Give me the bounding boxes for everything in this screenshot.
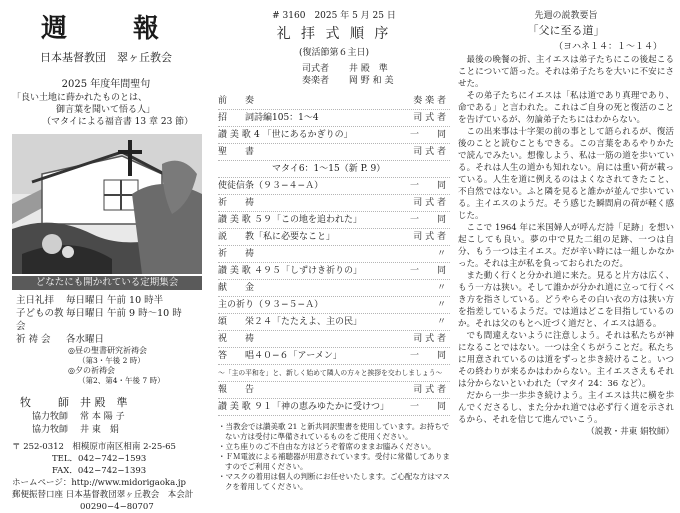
right-column (458, 0, 674, 480)
order-item-name: 説 教 (218, 232, 255, 242)
order-item-name: 讃 美 歌 (218, 215, 251, 225)
order-item-name: 讃 美 歌 (218, 266, 251, 276)
order-row (218, 280, 450, 297)
order-item-leader: 一 同 (409, 130, 446, 140)
order-item-leader: 〃 (436, 300, 446, 310)
officiant-name: 井 殿 準 (348, 64, 388, 74)
order-item-content: 〜「主の平和を」と、新しく始めて隣人の方々と挨拶を交わしましょう〜 (218, 369, 443, 377)
schedule-row (16, 333, 212, 346)
order-item-leader: 司 式 者 (413, 232, 446, 242)
order-item-leader: 司 式 者 (413, 385, 446, 395)
order-item-name: 招 詞 (218, 113, 255, 123)
order-item-content: ４０−６「アーメン」 (254, 351, 342, 361)
schedule-sub: （第2、第4・午後 7 時） (78, 376, 165, 385)
order-item-name: 聖 書 (218, 147, 255, 157)
order-row (218, 110, 450, 127)
order-item-leader: 司 式 者 (413, 113, 446, 123)
order-row (218, 195, 450, 212)
order-item-content: ２４「たたえよ、主の民」 (254, 317, 363, 327)
order-item-content (254, 246, 398, 262)
order-item-content: （９３−４−Ａ） (254, 181, 324, 191)
pastor-name: 井 殿 準 (80, 396, 128, 409)
order-item-name: 祈 祷 (218, 249, 255, 259)
order-row (218, 314, 450, 331)
order-item-name: 讃 美 歌 (218, 130, 251, 140)
officiants (218, 63, 450, 87)
postal-transfer-number: 00290−4−80707 (80, 502, 154, 512)
order-row (218, 229, 450, 246)
sermon-paragraph: この出来事は十字架の前の事として語られるが、復活後のことと読むこともできる。この言葉をあるやりかたで読んでみたい。想像しよう、私は一筋の道を歩いている。それは人生の道かも知れない。肩には重い荷が載っている。人生を道に例えるのはよくなされてきたこと、不自然ではない。ふと隣を見ると誰かが並んで歩いている。主イエスのようだ。そう感じた瞬間肩の荷が軽く感じた。 (458, 127, 674, 221)
order-item-name: 讃 美 歌 (218, 402, 251, 412)
order-item-leader: 一 同 (409, 215, 446, 225)
order-item-content: 詩編105：1〜4 (254, 113, 319, 123)
order-row (218, 382, 450, 399)
order-row (218, 331, 450, 348)
associate-pastor (32, 424, 212, 436)
service-note: ・立ち座りのご不自由な方はどうぞ着席のままお臨みください。 (218, 442, 436, 451)
verse-line: 御言葉を聞いて悟る人」 (56, 105, 156, 115)
order-row (218, 212, 450, 229)
schedule-row (16, 307, 212, 333)
officiant-role: 司式者 (302, 64, 330, 74)
left-column (0, 0, 212, 512)
schedule-time: 各水曜日 (66, 334, 105, 345)
sermon-paragraph: その弟子たちにイエスは「私は道であり真理であり、命である」と言われた。これはご自身の死と復活のことを告げているが、勿論弟子たちにはわからない。 (458, 91, 674, 125)
order-item-name: 前 奏 (218, 96, 255, 106)
issue-number-date: # 3160 2025 年 5 月 25 日 (272, 11, 396, 21)
postal-transfer-name: 日本基督教団翠ヶ丘教会 本会計 (65, 490, 194, 500)
officiant-row (302, 63, 450, 75)
order-item-leader: 一 同 (409, 351, 446, 361)
order-item-content: 4 「世にあるかぎりの」 (254, 130, 353, 140)
year-verse-heading: 2025 年度年間聖句 (61, 79, 151, 90)
associate-pastor-name: 井 東 娟 (80, 425, 119, 435)
associate-pastor-name: 常 本 陽 子 (80, 412, 125, 422)
sermon-paragraph: また動く行くと分かれ道に来た。見ると片方は広く、もう一方は狭い。そして誰かが分かれ道に立って行くべき方を指さしている。どうやらその白い衣の方は狭い方を指差しているようだ。では道はどこを目指しているのか。それは父のもとへ近づく道だと、イエスは語る。 (458, 271, 674, 329)
order-item-content: ４９５「しずけき祈りの」 (254, 266, 363, 276)
pastor-label: 牧 師 (20, 396, 77, 409)
sermon-paragraph: ここで 1964 年に米国婦人が呼んだ詩「足跡」を想い起こしても良い。夢の中で見た二組の足跡、一つは自分、もう一つは主イエス。だが辛い時には一組しかなかった。それは主が私を負っておられたのだ。 (458, 223, 674, 269)
order-item-leader: 司 式 者 (413, 334, 446, 344)
church-illustration (12, 134, 202, 274)
order-item-leader: 一 同 (409, 266, 446, 276)
schedule-label: 祈 祷 会 (16, 334, 51, 345)
order-item-leader: 〃 (436, 317, 446, 327)
order-row (218, 297, 450, 314)
order-item-content: マタイ6：1〜15（新 P. 9） (272, 164, 386, 174)
order-item-leader: 奏 楽 者 (413, 96, 446, 106)
middle-column (218, 0, 450, 491)
order-item-leader: 司 式 者 (413, 198, 446, 208)
schedule-sub: ◎昼の聖書研究祈祷会 (68, 346, 147, 355)
service-note: ・ＦＭ電波による補聴器が用意されています。受付に常備してありますのでご利用ください。 (218, 452, 450, 471)
order-item-content (254, 280, 398, 296)
service-note: ・マスクの着用は個人の判断にお任せいたします。ご心配な方はマスクを着用してください。 (218, 472, 450, 491)
order-item-name: 主の祈り (218, 300, 255, 310)
order-item-name: 頌 栄 (218, 317, 255, 327)
order-row (218, 127, 450, 144)
order-row (218, 263, 450, 280)
order-item-name: 答 唱 (218, 351, 255, 361)
order-item-leader: 司 式 者 (413, 147, 446, 157)
bulletin-title: 週 報 (40, 14, 179, 44)
order-row (218, 161, 450, 178)
service-greeting-note (218, 365, 450, 382)
order-item-name: 祝 祷 (218, 334, 255, 344)
sermon-paragraph: 最後の晩餐の折、主イエスは弟子たちにこの後起こることについて語った。それは弟子たちを大いに不安にさせた。 (458, 55, 674, 89)
order-item-content: 「私に必要なこと」 (254, 232, 336, 242)
order-item-leader (398, 161, 450, 177)
order-row (218, 399, 450, 416)
order-item-content (254, 382, 398, 398)
associate-pastor (32, 411, 212, 423)
order-item-name: 使徒信条 (218, 181, 255, 191)
order-item-content: ９１「神の恵みゆたかに受けつ」 (254, 402, 390, 412)
order-of-service-title: 礼 拝 式 順 序 (276, 26, 392, 42)
meeting-schedule (16, 294, 212, 386)
order-of-service (218, 93, 450, 416)
associate-pastor-label: 協力牧師 (32, 412, 69, 422)
associate-pastor-label: 協力牧師 (32, 425, 69, 435)
order-item-name (218, 161, 254, 177)
officiant-name: 岡 野 和 美 (348, 76, 394, 86)
service-note: ・当教会では讃美歌 21 と新共同訳聖書を使用しています。お持ちでない方は受付に準備されているものをご使用ください。 (218, 422, 450, 441)
order-item-leader: 〃 (436, 249, 446, 259)
church-name: 日本基督教団 翠ヶ丘教会 (40, 51, 172, 64)
year-verse (12, 92, 202, 128)
order-item-leader: 〃 (436, 283, 446, 293)
schedule-label: 子どもの教会 (16, 308, 64, 332)
schedule-label: 主日礼拝 (16, 295, 55, 306)
order-item-content (254, 93, 398, 109)
schedule-sub: （第3・午後 2 時） (78, 356, 145, 365)
sermon-paragraph: だから一歩一歩歩き続けよう。主イエスは共に横を歩んでくださるし、また分かれ道では必ず行く道を示されるから、それを信じて進んでいこう。 (458, 391, 674, 425)
liturgical-day: (復活節第６主日) (298, 48, 370, 58)
order-row (218, 246, 450, 263)
address: 〒 252-0312 相模原市南区相南 2-25-65 (12, 442, 176, 452)
order-item-name: 報 告 (218, 385, 255, 395)
open-meetings-banner: どなたにも開かれている定期集会 (12, 276, 202, 290)
order-item-content (254, 195, 398, 211)
sermon-paragraph: でも間違えないように注意しよう。それは私たちが神になることではない。一つは全くちがうことだ。私たちに用意されているのは道をずっと歩き続けること。いつその終わりが来るかはわからない。主イエスさえもそれは分からないといわれた（マタイ 24：36 など）。 (458, 331, 674, 389)
order-item-content: ５９「この地を追われた」 (254, 215, 363, 225)
order-row (218, 93, 450, 110)
sermon-summary-heading: 先週の説教要旨 (534, 11, 598, 21)
fax-number: FAX．042−742−1393 (52, 466, 147, 476)
verse-line: 「良い土地に蒔かれたものとは、 (12, 93, 148, 103)
sermon-body (458, 54, 674, 426)
order-item-name: 祈 祷 (218, 198, 255, 208)
order-item-leader: 一 同 (409, 402, 446, 412)
schedule-row (16, 294, 212, 307)
officiant-role: 奏楽者 (302, 76, 330, 86)
phone-number: TEL．042−742−1593 (52, 454, 147, 464)
order-item-leader: 一 同 (409, 181, 446, 191)
sermon-signature: （説教・井東 娟牧師） (586, 427, 674, 437)
service-notes (218, 422, 450, 492)
order-item-content: （９３−５−Ａ） (254, 300, 324, 310)
schedule-sub: ◎夕の祈祷会 (68, 366, 115, 375)
order-item-name: 献 金 (218, 283, 255, 293)
pastor (20, 394, 212, 410)
schedule-time: 毎日曜日 午前 9 時〜10 時 (66, 308, 182, 319)
order-item-content (254, 144, 398, 160)
officiant-row (302, 75, 450, 87)
sermon-scripture: （ヨハネ１４：１〜１４） (553, 42, 662, 52)
homepage-link[interactable]: ホームページ：http://www.midorigaoka.jp (12, 478, 186, 488)
postal-transfer (12, 489, 212, 501)
schedule-time: 毎日曜日 午前 10 時半 (66, 295, 164, 306)
order-row (218, 178, 450, 195)
verse-line: （マタイによる福音書 13 章 23 節） (42, 117, 194, 127)
contact-info (12, 441, 212, 513)
order-row (218, 144, 450, 161)
postal-transfer-label: 郵便振替口座 (12, 490, 64, 500)
order-row (218, 348, 450, 365)
sermon-title: 「父に至る道」 (527, 24, 605, 37)
order-item-content (254, 331, 398, 347)
